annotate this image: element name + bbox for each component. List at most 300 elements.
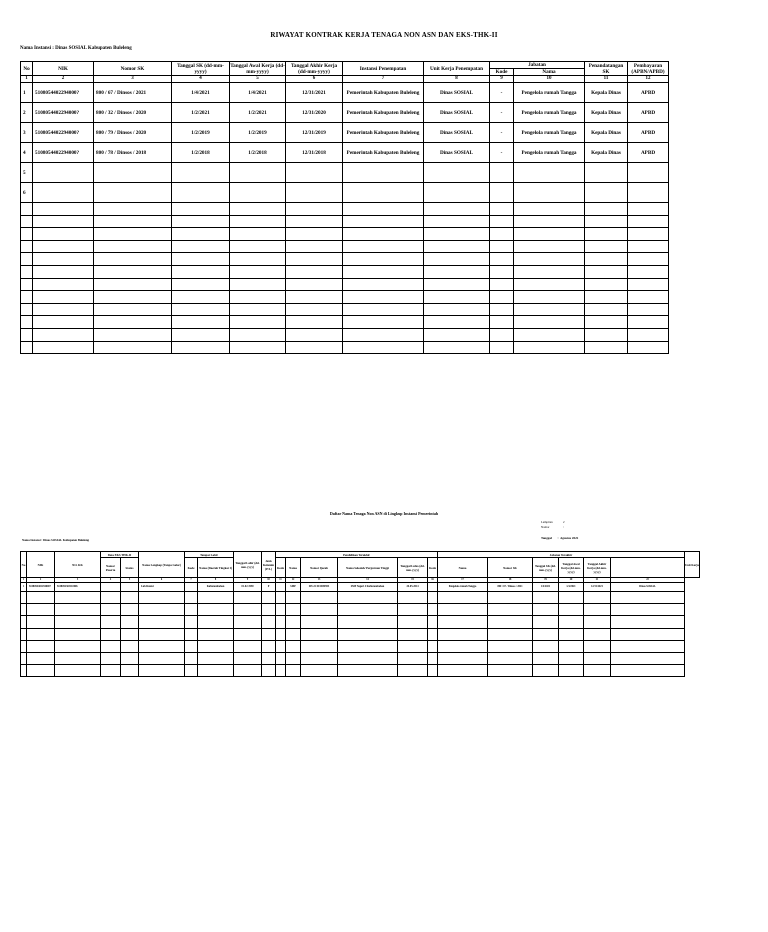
empty-cell <box>490 240 514 253</box>
col-number: 4 <box>101 578 121 583</box>
empty-cell <box>21 316 33 329</box>
empty-cell <box>21 328 33 341</box>
table-cell: 12/31/2018 <box>286 143 343 163</box>
table-cell: 1/4/2021 <box>172 83 230 103</box>
header-tanggal-awal: Tanggal Awal Kerja (dd-mm-yyyy) <box>230 62 285 75</box>
table-row <box>21 83 669 103</box>
tanggal-value: Agustus 2022 <box>560 536 579 540</box>
empty-cell <box>27 616 55 628</box>
empty-cell <box>428 665 438 677</box>
table-cell <box>490 183 514 203</box>
col-number: 5 <box>121 578 139 583</box>
empty-cell <box>424 303 490 316</box>
table-cell: APBD <box>628 143 669 163</box>
empty-cell <box>398 604 428 616</box>
empty-cell <box>276 616 286 628</box>
table-cell: Dinas SOSIAL <box>424 123 490 143</box>
table-cell: Kepala Dinas <box>585 123 628 143</box>
empty-cell <box>94 278 172 291</box>
empty-cell <box>27 652 55 664</box>
riwayat-rows <box>21 83 669 354</box>
empty-cell <box>585 265 628 278</box>
header-unit-kerja: Unit Kerja <box>685 552 700 578</box>
header-unit-kerja: Unit Kerja Penempatan <box>424 62 490 76</box>
empty-cell <box>343 215 424 228</box>
empty-cell <box>262 604 276 616</box>
empty-cell <box>398 616 428 628</box>
header-jenis-kelamin: Jenis Kelamin (P/L) <box>262 552 276 578</box>
table-cell <box>33 163 94 183</box>
table-cell: - <box>490 123 514 143</box>
empty-cell <box>185 604 198 616</box>
empty-cell <box>343 316 424 329</box>
table-cell <box>276 583 286 592</box>
tenaga-non-asn-table <box>20 551 700 677</box>
empty-cell <box>55 640 101 652</box>
empty-cell <box>343 341 424 354</box>
empty-cell <box>585 203 628 216</box>
empty-cell <box>490 265 514 278</box>
table-cell: 1/2/2018 <box>172 143 230 163</box>
table-cell: 1 <box>21 83 33 103</box>
empty-cell <box>94 328 172 341</box>
header-nomor-peserta: Nomor Peserta <box>101 558 121 578</box>
table-cell: Dinas SOSIAL <box>424 143 490 163</box>
col-number: 13 <box>301 578 338 583</box>
table-cell <box>514 183 585 203</box>
empty-cell <box>286 240 343 253</box>
empty-cell <box>533 652 559 664</box>
empty-cell <box>514 228 585 241</box>
empty-cell <box>286 652 301 664</box>
empty-cell <box>172 316 230 329</box>
empty-cell <box>172 203 230 216</box>
empty-cell <box>230 291 286 304</box>
empty-cell <box>33 341 94 354</box>
empty-cell <box>398 640 428 652</box>
riwayat-kontrak-table <box>20 61 669 354</box>
empty-cell <box>490 328 514 341</box>
table-cell: 20-05-2014 <box>398 583 428 592</box>
header-nik: NIK <box>27 552 55 578</box>
empty-cell <box>94 316 172 329</box>
empty-cell <box>424 341 490 354</box>
nomor-label: Nomor <box>541 524 550 529</box>
empty-cell <box>488 616 533 628</box>
empty-cell <box>230 303 286 316</box>
empty-cell <box>585 240 628 253</box>
empty-cell <box>338 628 398 640</box>
empty-cell <box>343 265 424 278</box>
empty-cell <box>488 604 533 616</box>
empty-cell <box>584 592 611 604</box>
empty-cell <box>94 215 172 228</box>
empty-cell <box>343 291 424 304</box>
table-cell: APBD <box>628 123 669 143</box>
header-tanggal-sk: Tanggal SK (dd-mm-yyyy) <box>172 62 230 76</box>
col-number: 9 <box>490 76 514 83</box>
tanggal-block: Tanggal : Agustus 2022 <box>541 536 579 540</box>
table-cell: Pengelola rumah Tangga <box>514 83 585 103</box>
empty-cell <box>94 265 172 278</box>
empty-cell <box>230 203 286 216</box>
empty-row <box>21 604 700 616</box>
empty-cell <box>21 240 33 253</box>
list-title: Daftar Nama Tenaga Non ASN di Lingkup Instansi Pemerintah <box>329 511 439 516</box>
empty-cell <box>438 592 488 604</box>
empty-cell <box>628 278 669 291</box>
empty-cell <box>286 628 301 640</box>
empty-row <box>21 253 669 266</box>
empty-cell <box>33 203 94 216</box>
table-cell: DN-22 DI 0050953 <box>301 583 338 592</box>
table-cell: - <box>490 103 514 123</box>
empty-cell <box>585 228 628 241</box>
table-row <box>21 103 669 123</box>
empty-cell <box>533 640 559 652</box>
empty-cell <box>121 592 139 604</box>
empty-cell <box>121 616 139 628</box>
empty-cell <box>611 628 685 640</box>
empty-row <box>21 228 669 241</box>
empty-cell <box>490 341 514 354</box>
table-cell: Dinas SOSIAL <box>611 583 685 592</box>
empty-cell <box>172 341 230 354</box>
col-number: 2 <box>27 578 55 583</box>
table-cell: 1/2/2018 <box>230 143 286 163</box>
empty-cell <box>21 265 33 278</box>
table-cell: 4 <box>21 143 33 163</box>
empty-cell <box>628 328 669 341</box>
empty-cell <box>198 665 234 677</box>
empty-cell <box>121 604 139 616</box>
table-cell: 1/2/2019 <box>172 123 230 143</box>
table-cell: 12/31/2019 <box>286 123 343 143</box>
empty-cell <box>198 592 234 604</box>
table-cell <box>428 583 438 592</box>
col-number: 16 <box>428 578 438 583</box>
table-cell <box>286 183 343 203</box>
empty-cell <box>428 640 438 652</box>
table-cell: 12/31/2021 <box>286 83 343 103</box>
empty-cell <box>286 640 301 652</box>
table-cell <box>585 183 628 203</box>
empty-cell <box>101 628 121 640</box>
table-cell: Kubutambahan <box>198 583 234 592</box>
col-number: 1 <box>21 578 27 583</box>
empty-cell <box>94 240 172 253</box>
empty-cell <box>55 604 101 616</box>
empty-cell <box>276 640 286 652</box>
table-cell <box>230 183 286 203</box>
empty-cell <box>424 278 490 291</box>
empty-cell <box>343 303 424 316</box>
table-cell: 2 <box>21 103 33 123</box>
empty-cell <box>21 291 33 304</box>
table-cell <box>628 183 669 203</box>
empty-cell <box>490 203 514 216</box>
table-cell <box>172 183 230 203</box>
empty-cell <box>101 640 121 652</box>
table-cell <box>343 183 424 203</box>
empty-row <box>21 616 700 628</box>
empty-cell <box>198 628 234 640</box>
empty-cell <box>230 265 286 278</box>
col-number: 2 <box>33 76 94 83</box>
document-title: RIWAYAT KONTRAK KERJA TENAGA NON ASN DAN EKS-THK-II <box>270 31 498 39</box>
empty-cell <box>94 203 172 216</box>
empty-cell <box>514 278 585 291</box>
col-number: 3 <box>55 578 101 583</box>
empty-cell <box>559 616 584 628</box>
empty-cell <box>139 604 185 616</box>
empty-row <box>21 341 669 354</box>
empty-cell <box>424 215 490 228</box>
empty-cell <box>514 215 585 228</box>
empty-cell <box>585 316 628 329</box>
empty-cell <box>262 616 276 628</box>
table-cell: 3 <box>21 123 33 143</box>
empty-cell <box>628 253 669 266</box>
empty-cell <box>276 628 286 640</box>
empty-cell <box>398 628 428 640</box>
col-number: 14 <box>338 578 398 583</box>
empty-cell <box>172 240 230 253</box>
table-row <box>21 183 669 203</box>
empty-cell <box>33 240 94 253</box>
empty-cell <box>338 652 398 664</box>
empty-cell <box>488 652 533 664</box>
empty-cell <box>262 652 276 664</box>
empty-cell <box>286 228 343 241</box>
col-number: 4 <box>172 76 230 83</box>
empty-cell <box>559 652 584 664</box>
table-cell: Kepala Dinas <box>585 83 628 103</box>
table-cell <box>121 583 139 592</box>
empty-cell <box>198 652 234 664</box>
empty-cell <box>514 240 585 253</box>
empty-cell <box>172 278 230 291</box>
empty-cell <box>21 303 33 316</box>
column-number-row <box>21 76 669 83</box>
table-cell: 1/4/2021 <box>559 583 584 592</box>
empty-cell <box>33 253 94 266</box>
empty-cell <box>185 616 198 628</box>
table-cell: Pengelola rumah Tangga <box>514 143 585 163</box>
empty-cell <box>27 592 55 604</box>
empty-cell <box>234 652 262 664</box>
empty-cell <box>585 291 628 304</box>
empty-cell <box>230 240 286 253</box>
empty-cell <box>172 265 230 278</box>
empty-cell <box>438 604 488 616</box>
empty-cell <box>230 328 286 341</box>
empty-row <box>21 303 669 316</box>
empty-cell <box>172 303 230 316</box>
empty-cell <box>101 665 121 677</box>
header-nomor-sk: Nomor SK <box>94 62 172 76</box>
empty-cell <box>234 640 262 652</box>
empty-cell <box>611 640 685 652</box>
header-nama-sekolah: Nama Sekolah/ Perguruan Tinggi <box>338 558 398 578</box>
empty-cell <box>584 640 611 652</box>
col-number: 7 <box>185 578 198 583</box>
empty-cell <box>172 291 230 304</box>
table-row <box>21 123 669 143</box>
header-data-eks: Data EKS THK-II <box>101 552 139 558</box>
empty-cell <box>628 341 669 354</box>
empty-cell <box>139 592 185 604</box>
empty-cell <box>262 640 276 652</box>
table-cell: - <box>490 143 514 163</box>
empty-cell <box>628 291 669 304</box>
empty-cell <box>424 316 490 329</box>
table-cell: SMP Negeri 4 Kubutambahan <box>338 583 398 592</box>
empty-cell <box>234 616 262 628</box>
col-number: 1 <box>21 76 33 83</box>
header-tanggal-akhir: Tanggal Akhir Kerja (dd-mm-yyyy) <box>286 62 343 76</box>
empty-cell <box>424 328 490 341</box>
table-cell: 6 <box>21 183 33 203</box>
col-number: 6 <box>286 76 343 83</box>
empty-cell <box>585 253 628 266</box>
empty-cell <box>101 592 121 604</box>
col-number: 7 <box>343 76 424 83</box>
empty-cell <box>490 278 514 291</box>
empty-cell <box>230 215 286 228</box>
empty-cell <box>585 303 628 316</box>
empty-cell <box>428 604 438 616</box>
empty-row <box>21 291 669 304</box>
empty-cell <box>286 253 343 266</box>
table-cell: APBD <box>628 103 669 123</box>
table-cell: Pemerintah Kabupaten Buleleng <box>343 103 424 123</box>
table-row <box>21 163 669 183</box>
empty-cell <box>514 265 585 278</box>
empty-cell <box>198 616 234 628</box>
empty-cell <box>301 592 338 604</box>
table-cell: - <box>490 83 514 103</box>
header-pendidikan: Pendidikan Terakhir <box>276 552 438 558</box>
empty-cell <box>21 253 33 266</box>
empty-cell <box>428 652 438 664</box>
empty-cell <box>139 665 185 677</box>
header-tanggal-lulus: Tanggal Lulus (dd-mm-yyyy) <box>398 558 428 578</box>
empty-cell <box>27 604 55 616</box>
empty-cell <box>611 604 685 616</box>
header-j-nomor-sk: Nomor SK <box>488 558 533 578</box>
empty-cell <box>490 291 514 304</box>
empty-cell <box>438 652 488 664</box>
empty-cell <box>286 328 343 341</box>
empty-cell <box>398 665 428 677</box>
empty-cell <box>33 278 94 291</box>
empty-row <box>21 592 700 604</box>
empty-cell <box>428 616 438 628</box>
empty-cell <box>33 316 94 329</box>
empty-cell <box>185 665 198 677</box>
table-cell: Kepala Dinas <box>585 103 628 123</box>
table-cell: 12/31/2020 <box>286 103 343 123</box>
table-cell <box>585 163 628 183</box>
table-cell: SMP <box>286 583 301 592</box>
empty-cell <box>262 628 276 640</box>
empty-cell <box>185 640 198 652</box>
header-no: No <box>21 552 27 578</box>
empty-cell <box>338 640 398 652</box>
table-cell <box>94 183 172 203</box>
empty-cell <box>533 616 559 628</box>
empty-cell <box>533 604 559 616</box>
empty-cell <box>185 652 198 664</box>
lampiran-value: 2 <box>563 520 565 524</box>
col-number: 15 <box>398 578 428 583</box>
empty-cell <box>121 665 139 677</box>
table-cell <box>343 163 424 183</box>
empty-cell <box>301 665 338 677</box>
empty-cell <box>338 665 398 677</box>
table-cell: Dinas SOSIAL <box>424 83 490 103</box>
empty-cell <box>490 253 514 266</box>
header-no-kk: NO. KK <box>55 552 101 578</box>
empty-cell <box>398 592 428 604</box>
empty-cell <box>172 215 230 228</box>
empty-cell <box>198 604 234 616</box>
table-cell: 800 / 79 / Dinsos / 2020 <box>94 123 172 143</box>
table-cell: 1/2/2019 <box>230 123 286 143</box>
table-cell: Kepala Dinas <box>585 143 628 163</box>
empty-cell <box>584 652 611 664</box>
empty-cell <box>276 652 286 664</box>
col-number: 20 <box>559 578 584 583</box>
empty-cell <box>611 616 685 628</box>
header-jabatan: Jabatan Terakhir <box>438 552 685 558</box>
col-number: 12 <box>628 76 669 83</box>
header-j-kode: Kode <box>428 558 438 578</box>
table-cell: 5108054402294000? <box>33 123 94 143</box>
empty-row <box>21 328 669 341</box>
col-number: 12 <box>286 578 301 583</box>
empty-cell <box>33 303 94 316</box>
empty-cell <box>490 303 514 316</box>
empty-cell <box>262 592 276 604</box>
table-cell: Pemerintah Kabupaten Buleleng <box>343 143 424 163</box>
empty-cell <box>514 203 585 216</box>
header-p-kode: Kode <box>276 558 286 578</box>
empty-cell <box>301 652 338 664</box>
col-number: 11 <box>276 578 286 583</box>
empty-cell <box>398 652 428 664</box>
empty-row <box>21 665 700 677</box>
empty-cell <box>276 665 286 677</box>
empty-cell <box>276 592 286 604</box>
empty-row <box>21 215 669 228</box>
empty-cell <box>286 616 301 628</box>
empty-cell <box>424 253 490 266</box>
empty-cell <box>234 604 262 616</box>
empty-cell <box>21 215 33 228</box>
col-number: 11 <box>585 76 628 83</box>
table-cell <box>628 163 669 183</box>
header-j-tanggal-akhir: Tanggal Akhir Kerja (dd-mm-yyyy) <box>584 558 611 578</box>
empty-cell <box>338 604 398 616</box>
empty-cell <box>139 640 185 652</box>
empty-row <box>21 278 669 291</box>
empty-row <box>21 652 700 664</box>
table-cell: 5108052303110006 <box>55 583 101 592</box>
table-cell: 12/31/2021 <box>584 583 611 592</box>
instansi-label: Nama Instansi : Dinas SOSIAL Kabupaten Buleleng <box>20 46 132 51</box>
